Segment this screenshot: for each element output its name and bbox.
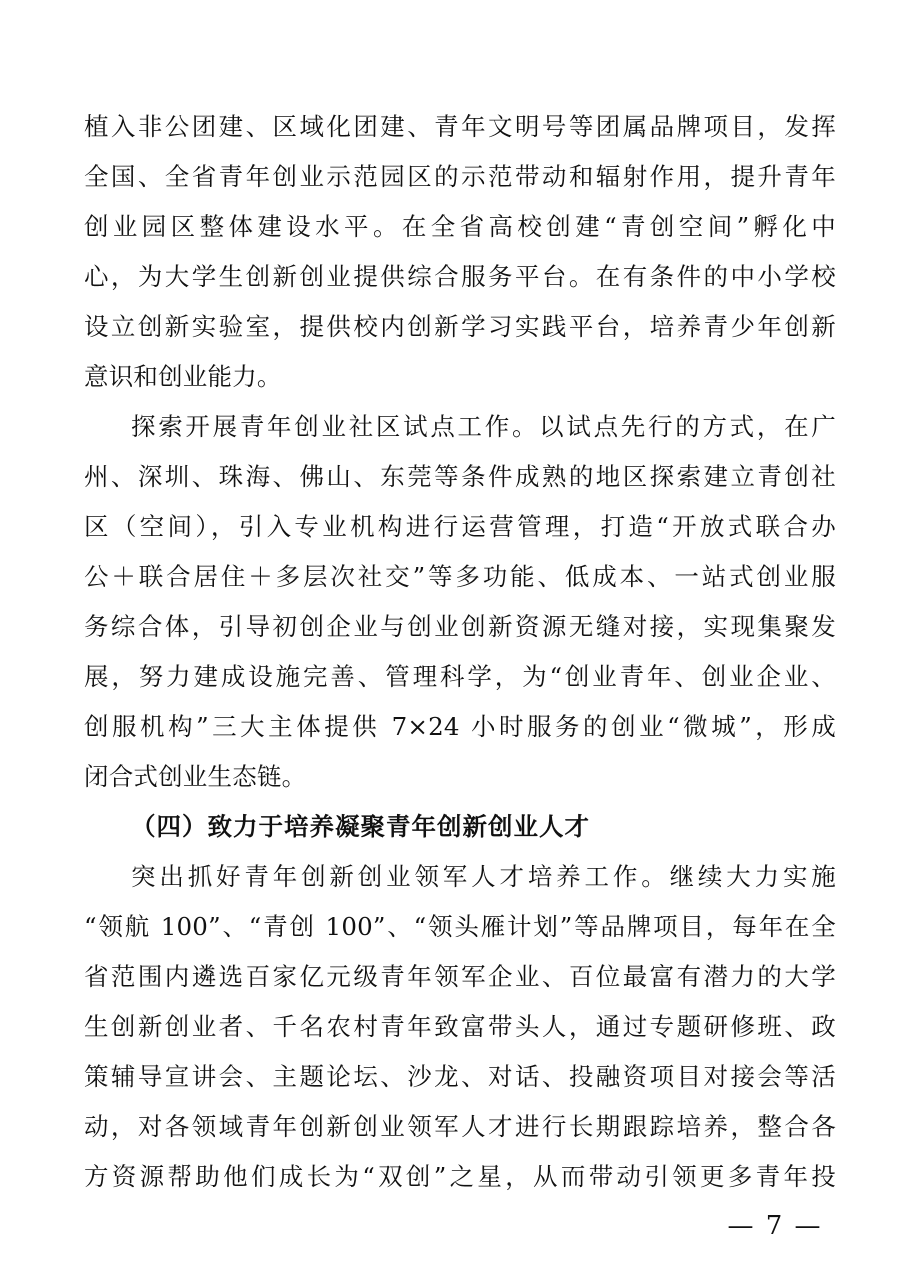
text-line: 动，对各领域青年创新创业领军人才进行长期跟踪培养，整合各 — [84, 1112, 836, 1141]
text-line: 生创新创业者、千名农村青年致富带头人，通过专题研修班、政 — [84, 1012, 836, 1041]
text-line: 创业园区整体建设水平。在全省高校创建“青创空间”孵化中 — [84, 212, 836, 241]
text-line: 公＋联合居住＋多层次社交”等多功能、低成本、一站式创业服 — [84, 562, 836, 591]
text-line: 州、深圳、珠海、佛山、东莞等条件成熟的地区探索建立青创社 — [84, 462, 836, 491]
page-number: — 7 — — [727, 1211, 823, 1241]
text-line: 全国、全省青年创业示范园区的示范带动和辐射作用，提升青年 — [84, 162, 836, 191]
text-line: 创服机构”三大主体提供 7×24 小时服务的创业“微城”，形成 — [84, 712, 836, 741]
text-line: 设立创新实验室，提供校内创新学习实践平台，培养青少年创新 — [84, 312, 836, 341]
text-line: 心，为大学生创新创业提供综合服务平台。在有条件的中小学校 — [84, 262, 836, 291]
text-line: 策辅导宣讲会、主题论坛、沙龙、对话、投融资项目对接会等活 — [84, 1062, 836, 1091]
text-line: 探索开展青年创业社区试点工作。以试点先行的方式，在广 — [131, 412, 836, 441]
text-line: 闭合式创业生态链。 — [84, 762, 307, 791]
text-line: 植入非公团建、区域化团建、青年文明号等团属品牌项目，发挥 — [84, 112, 836, 141]
text-line: 省范围内遴选百家亿元级青年领军企业、百位最富有潜力的大学 — [84, 962, 836, 991]
text-line: 区（空间），引入专业机构进行运营管理，打造“开放式联合办 — [84, 512, 836, 541]
text-line: 务综合体，引导初创企业与创业创新资源无缝对接，实现集聚发 — [84, 612, 836, 641]
section-heading: （四）致力于培养凝聚青年创新创业人才 — [131, 812, 590, 841]
text-line: 意识和创业能力。 — [84, 362, 282, 391]
text-line: 方资源帮助他们成长为“双创”之星，从而带动引领更多青年投 — [84, 1162, 836, 1191]
text-line: 突出抓好青年创新创业领军人才培养工作。继续大力实施 — [131, 862, 836, 891]
text-line: 展，努力建成设施完善、管理科学，为“创业青年、创业企业、 — [84, 662, 836, 691]
text-line: “领航 100”、“青创 100”、“领头雁计划”等品牌项目，每年在全 — [84, 912, 836, 941]
